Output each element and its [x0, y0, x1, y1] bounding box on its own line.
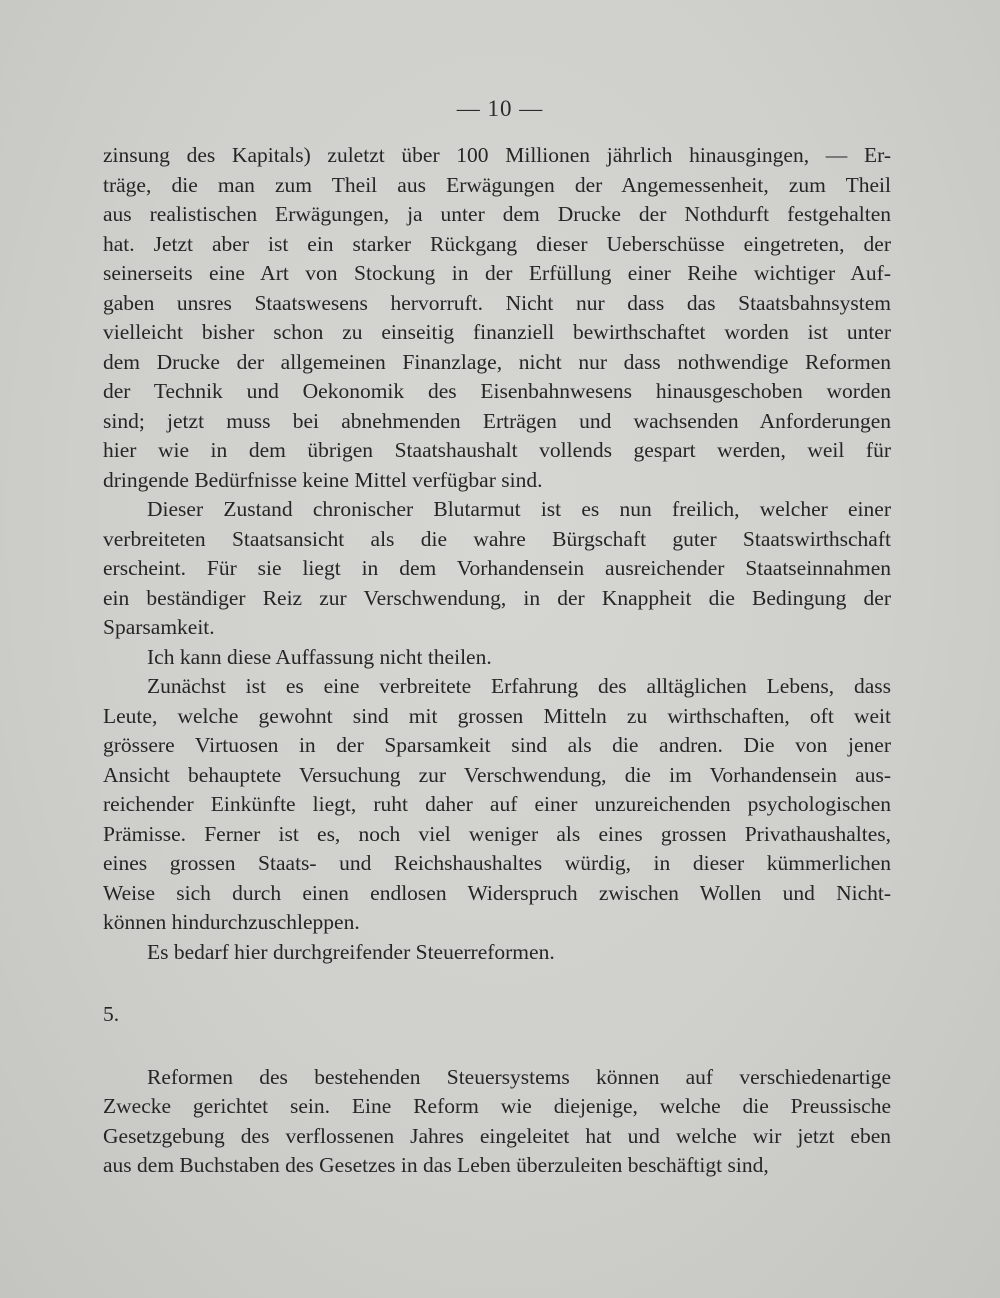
text-line: aus realistischen Erwägungen, ja unter dem Drucke der Nothdurft festgehalten — [103, 202, 891, 226]
paragraph — [103, 643, 891, 673]
text-line: verbreiteten Staatsansicht als die wahre Bürgschaft guter Staatswirthschaft — [103, 526, 891, 551]
text-line: sind; jetzt muss bei abnehmenden Erträgen und wachsenden Anforderungen — [103, 408, 891, 433]
text-line: Reformen des bestehenden Steuersystems können auf verschiedenartige — [147, 1064, 891, 1089]
text-line: vielleicht bisher schon zu einseitig finanziell bewirthschaftet worden ist unter — [103, 320, 891, 344]
text-line: können hindurchzuschleppen. — [103, 910, 360, 934]
text-line: erscheint. Für sie liegt in dem Vorhandensein ausreichender Staatseinnahmen — [103, 556, 891, 580]
text-line: aus dem Buchstaben des Gesetzes in das Leben überzuleiten beschäftigt sind, — [103, 1153, 769, 1177]
text-line: der Technik und Oekonomik des Eisenbahnwesens hinausgeschoben worden — [103, 379, 891, 403]
page-number: — 10 — — [456, 96, 544, 121]
text-line: grössere Virtuosen in der Sparsamkeit sind als die andren. Die von jener — [103, 733, 891, 757]
paragraph — [103, 141, 891, 495]
text-line: dem Drucke der allgemeinen Finanzlage, nicht nur dass nothwendige Reformen — [103, 349, 891, 374]
text-line: gaben unsres Staatswesens hervorruft. Nicht nur dass das Staatsbahnsystem — [103, 290, 891, 315]
section-spacer — [103, 1030, 891, 1063]
paragraph — [103, 938, 891, 968]
text-line: eines grossen Staats- und Reichshaushaltes würdig, in dieser kümmerlichen — [103, 851, 891, 875]
section-spacer — [103, 967, 891, 1000]
text-line: Sparsamkeit. — [103, 615, 215, 639]
text-line: Leute, welche gewohnt sind mit grossen Mitteln zu wirthschaften, oft weit — [103, 703, 891, 728]
text-line: Weise sich durch einen endlosen Widerspruch zwischen Wollen und Nicht- — [103, 880, 891, 905]
text-line: reichender Einkünfte liegt, ruht daher auf einer unzureichenden psychologischen — [103, 792, 891, 816]
text-line: Prämisse. Ferner ist es, noch viel weniger als eines grossen Privathaushaltes, — [103, 821, 891, 846]
text-line: zinsung des Kapitals) zuletzt über 100 Millionen jährlich hinausgingen, — Er- — [103, 143, 891, 167]
text-line: Ansicht behauptete Versuchung zur Verschwendung, die im Vorhandensein aus- — [103, 762, 891, 787]
text-line: seinerseits eine Art von Stockung in der Erfüllung einer Reihe wichtiger Auf- — [103, 261, 891, 285]
paragraph — [103, 672, 891, 938]
text-line: Dieser Zustand chronischer Blutarmut ist es nun freilich, welcher einer — [147, 497, 891, 521]
text-line: hat. Jetzt aber ist ein starker Rückgang dieser Ueberschüsse eingetreten, der — [103, 231, 891, 256]
text-line: Zunächst ist es eine verbreitete Erfahrung des alltäglichen Lebens, dass — [147, 674, 891, 698]
text-line: ein beständiger Reiz zur Verschwendung, in der Knappheit die Bedingung der — [103, 585, 891, 610]
section-paragraph — [103, 1063, 891, 1181]
text-line: träge, die man zum Theil aus Erwägungen der Angemessenheit, zum Theil — [103, 172, 891, 197]
paragraph — [103, 495, 891, 643]
body-text — [103, 141, 891, 1181]
paragraph — [103, 1063, 891, 1181]
text-line: Zwecke gerichtet sein. Eine Reform wie diejenige, welche die Preussische — [103, 1094, 891, 1118]
text-line: Gesetzgebung des verflossenen Jahres eingeleitet hat und welche wir jetzt eben — [103, 1123, 891, 1148]
text-line: Es bedarf hier durchgreifender Steuerreformen. — [147, 939, 555, 964]
text-line: dringende Bedürfnisse keine Mittel verfügbar sind. — [103, 467, 543, 492]
text-line: hier wie in dem übrigen Staatshaushalt vollends gespart werden, weil für — [103, 438, 891, 462]
paragraph-list — [103, 141, 891, 967]
text-line: Ich kann diese Auffassung nicht theilen. — [147, 644, 492, 669]
section-number: 5. — [103, 1002, 120, 1026]
